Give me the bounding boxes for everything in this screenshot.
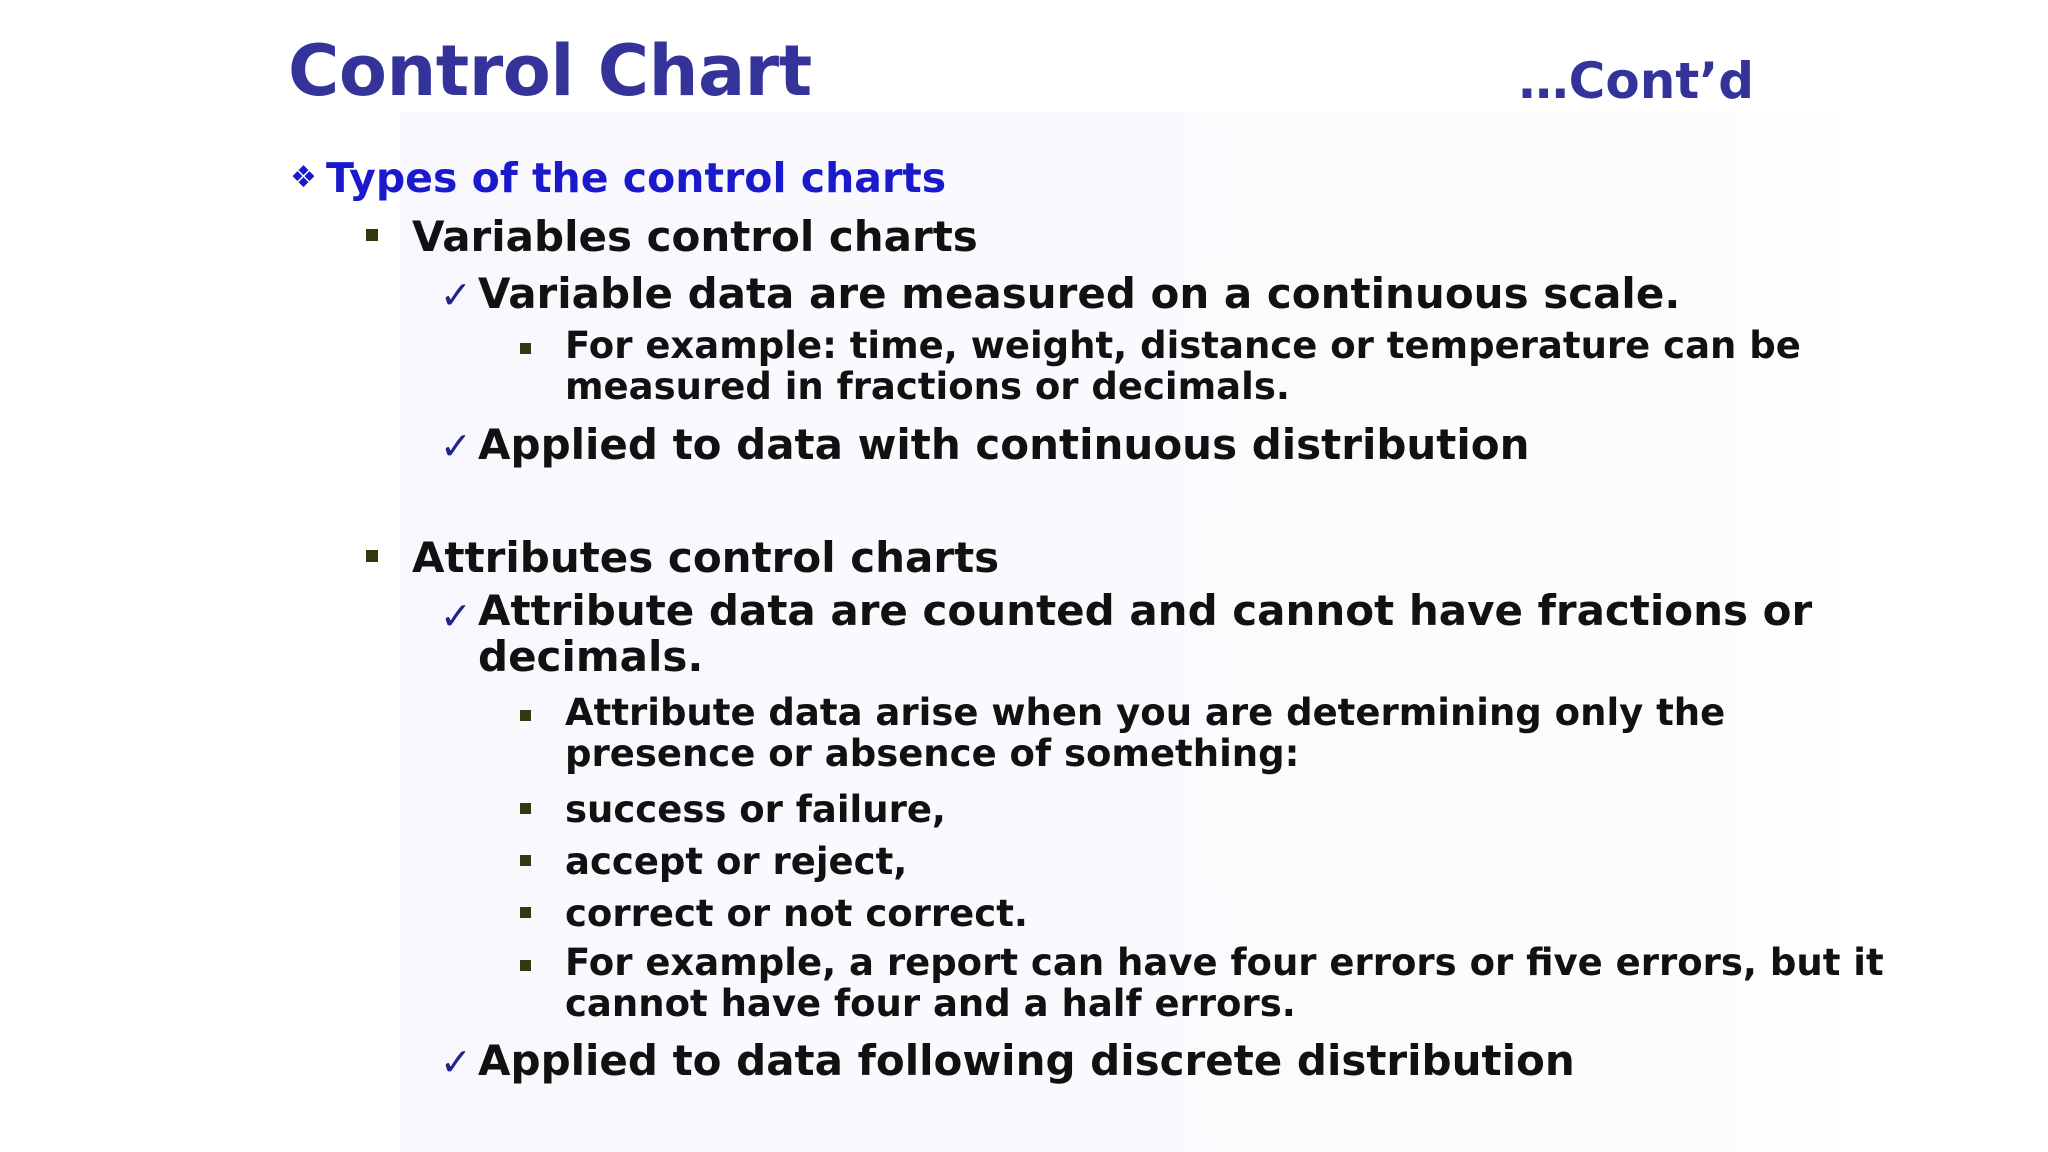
square-bullet-icon: [366, 550, 378, 562]
item-success-row: [520, 788, 946, 831]
attributes-arise: Attribute data arise when you are determining only the presence or absence of something:: [565, 691, 1726, 775]
checkmark-icon: ✓: [440, 424, 472, 468]
section-heading-row: [290, 154, 946, 202]
item-correct: correct or not correct.: [565, 892, 1028, 935]
square-bullet-icon: [366, 229, 378, 241]
variables-example-row: [520, 324, 1801, 408]
square-bullet-icon: [520, 907, 531, 918]
checkmark-icon: ✓: [440, 1040, 472, 1084]
diamond-cluster-icon: ❖: [290, 160, 317, 195]
variables-point1-row: [440, 269, 1680, 318]
variables-point1: Variable data are measured on a continuous scale.: [478, 269, 1681, 318]
checkmark-icon: ✓: [440, 594, 472, 638]
attributes-heading: Attributes control charts: [412, 533, 1000, 582]
square-bullet-icon: [520, 343, 531, 354]
square-bullet-icon: [520, 710, 531, 721]
attributes-heading-row: [366, 533, 999, 582]
variables-heading-row: [366, 212, 978, 261]
square-bullet-icon: [520, 803, 531, 814]
attributes-example: For example, a report can have four errors or five errors, but it cannot have four and a half errors.: [565, 941, 1884, 1025]
square-bullet-icon: [520, 855, 531, 866]
attributes-example-row: [520, 941, 1884, 1025]
section-heading: Types of the control charts: [326, 154, 947, 202]
attributes-arise-row: [520, 691, 1726, 775]
item-accept: accept or reject,: [565, 840, 908, 883]
variables-point2: Applied to data with continuous distribution: [478, 420, 1530, 469]
variables-example: For example: time, weight, distance or temperature can be measured in fractions or decimals.: [565, 324, 1801, 408]
item-correct-row: [520, 892, 1028, 935]
attributes-point2: Applied to data following discrete distribution: [478, 1036, 1575, 1085]
slide-title: Control Chart: [288, 30, 812, 112]
variables-point2-row: [440, 420, 1530, 469]
checkmark-icon: ✓: [440, 273, 472, 317]
continued-label: …Cont’d: [1518, 52, 1754, 110]
square-bullet-icon: [520, 960, 531, 971]
item-accept-row: [520, 840, 907, 883]
attributes-point1: Attribute data are counted and cannot have fractions or decimals.: [478, 586, 1813, 681]
variables-heading: Variables control charts: [412, 212, 978, 261]
attributes-point1-row: [440, 586, 1813, 681]
attributes-point2-row: [440, 1036, 1575, 1085]
item-success: success or failure,: [565, 788, 946, 831]
